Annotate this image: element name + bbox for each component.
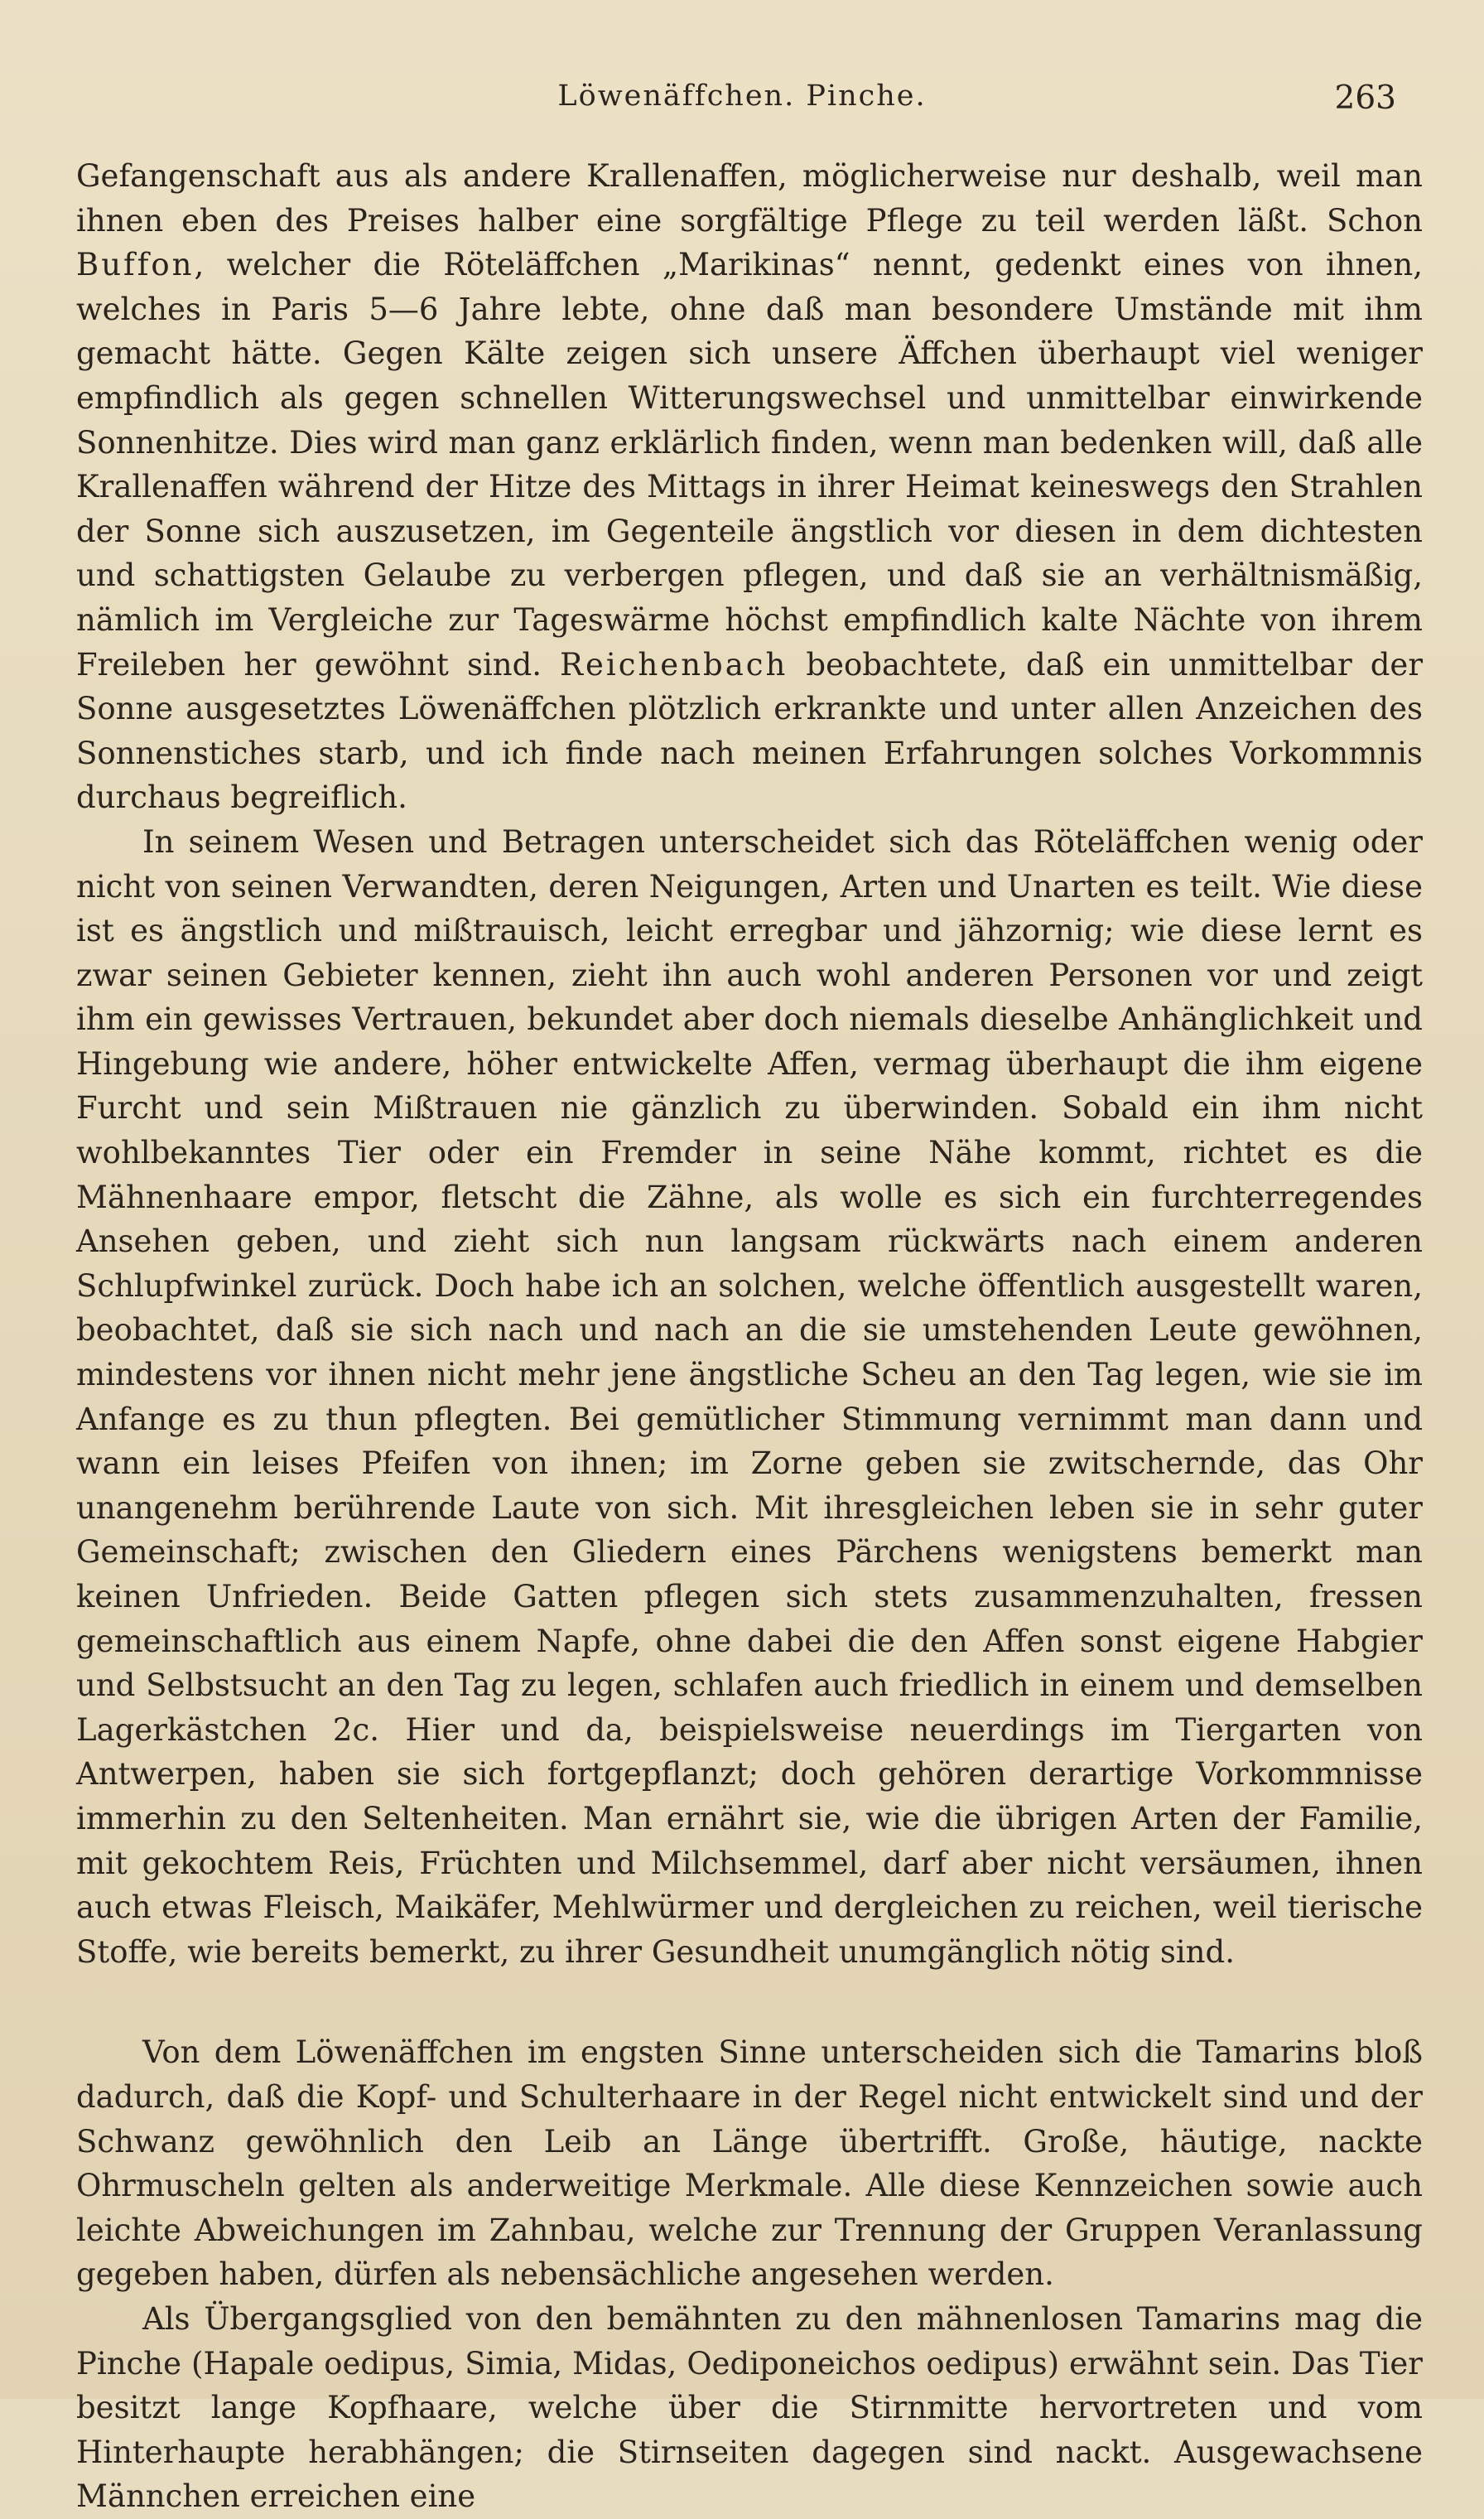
- running-title: Löwenäffchen. Pinche.: [557, 80, 927, 113]
- text-run: Als Übergangsglied von den bemähnten zu den mähnenlosen Tamarins mag die Pinche (Hapale oedipus, Simia, Midas, Oediponeichos oedipus) erwähnt sein. Das Tier besitzt lange Kopfhaare, welche über die Stirnmitte hervortreten und vom Hinterhaupte herabhängen; die Stirnseiten dagegen sind nackt. Ausgewachsene Männchen erreichen eine: [76, 2300, 1423, 2515]
- paragraph: [76, 820, 1423, 1974]
- page-number: 263: [1334, 80, 1396, 117]
- paragraph: [76, 154, 1423, 820]
- section-gap: [76, 1974, 1423, 2030]
- text-run: Gefangenschaft aus als andere Krallenaffen, möglicherweise nur deshalb, weil man ihnen eben des Preises halber eine sorgfältige Pflege zu teil werden läßt. Schon: [76, 158, 1423, 239]
- text-run: beobachtete, daß ein unmittelbar der Sonne ausgesetztes Löwenäffchen plötzlich erkrankte und unter allen Anzeichen des Sonnenstiches starb, und ich finde nach meinen Erfahrungen solches Vorkommnis durchaus begreiflich.: [76, 646, 1424, 816]
- paragraph: [76, 2030, 1423, 2297]
- page-header: [80, 80, 1404, 129]
- text-run: In seinem Wesen und Betragen unterscheidet sich das Röteläffchen wenig oder nicht von seinen Verwandten, deren Neigungen, Arten und Unarten es teilt. Wie diese ist es ängstlich und mißtrauisch, leicht erregbar und jähzornig; wie diese lernt es zwar seinen Gebieter kennen, zieht ihn auch wohl anderen Personen vor und zeigt ihm ein gewisses Vertrauen, bekundet aber doch niemals dieselbe Anhänglichkeit und Hingebung wie andere, höher entwickelte Affen, vermag überhaupt die ihm eigene Furcht und sein Mißtrauen nie gänzlich zu überwinden. Sobald ein ihm nicht wohlbekanntes Tier oder ein Fremder in seine Nähe kommt, richtet es die Mähnenhaare empor, fletscht die Zähne, als wolle es sich ein furchterregendes Ansehen geben, und zieht sich nun langsam rückwärts nach einem anderen Schlupfwinkel zurück. Doch habe ich an solchen, welche öffentlich ausgestellt waren, beobachtet, daß sie sich nach und nach an die sie umstehenden Leute gewöhnen, mindestens vor ihnen nicht mehr jene ängstliche Scheu an den Tag legen, wie sie im Anfange es zu thun pflegten. Bei gemütlicher Stimmung vernimmt man dann und wann ein leises Pfeifen von ihnen; im Zorne geben sie zwitschernde, das Ohr unangenehm berührende Laute von sich. Mit ihresgleichen leben sie in sehr guter Gemeinschaft; zwischen den Gliedern eines Pärchens wenigstens bemerkt man keinen Unfrieden. Beide Gatten pflegen sich stets zusammenzuhalten, fressen gemeinschaftlich aus einem Napfe, ohne dabei die den Affen sonst eigene Habgier und Selbstsucht an den Tag zu legen, schlafen auch friedlich in einem und demselben Lagerkästchen 2c. Hier und da, beispielsweise neuerdings im Tiergarten von Antwerpen, haben sie sich fortgepflanzt; doch gehören derartige Vorkommnisse immerhin zu den Seltenheiten. Man ernährt sie, wie die übrigen Arten der Familie, mit gekochtem Reis, Früchten und Milchsemmel, darf aber nicht versäumen, ihnen auch etwas Fleisch, Maikäfer, Mehlwürmer und dergleichen zu reichen, weil tierische Stoffe, wie bereits bemerkt, zu ihrer Gesundheit unumgänglich nötig sind.: [76, 823, 1423, 1970]
- body-text: [76, 154, 1423, 2519]
- author-name: Buffon: [76, 247, 195, 283]
- text-run: Von dem Löwenäffchen im engsten Sinne unterscheiden sich die Tamarins bloß dadurch, daß die Kopf- und Schulterhaare in der Regel nicht entwickelt sind und der Schwanz gewöhnlich den Leib an Länge übertrifft. Große, häutige, nackte Ohrmuscheln gelten als anderweitige Merkmale. Alle diese Kennzeichen sowie auch leichte Abweichungen im Zahnbau, welche zur Trennung der Gruppen Veranlassung gegeben haben, dürfen als nebensächliche angesehen werden.: [76, 2034, 1423, 2293]
- text-run: , welcher die Röteläffchen „Marikinas“ nennt, gedenkt eines von ihnen, welches in Paris 5—6 Jahre lebte, ohne daß man besondere Umstände mit ihm gemacht hätte. Gegen Kälte zeigen sich unsere Äffchen überhaupt viel weniger empfindlich als gegen schnellen Witterungswechsel und unmittelbar einwirkende Sonnenhitze. Dies wird man ganz erklärlich finden, wenn man bedenken will, daß alle Krallenaffen während der Hitze des Mittags in ihrer Heimat keineswegs den Strahlen der Sonne sich auszusetzen, im Gegenteile ängstlich vor diesen in dem dichtesten und schattigsten Gelaube zu verbergen pflegen, und daß sie an verhältnismäßig, nämlich im Vergleiche zur Tageswärme höchst empfindlich kalte Nächte von ihrem Freileben her gewöhnt sind.: [76, 247, 1423, 683]
- paragraph: [76, 2297, 1423, 2519]
- author-name: Reichenbach: [560, 646, 788, 683]
